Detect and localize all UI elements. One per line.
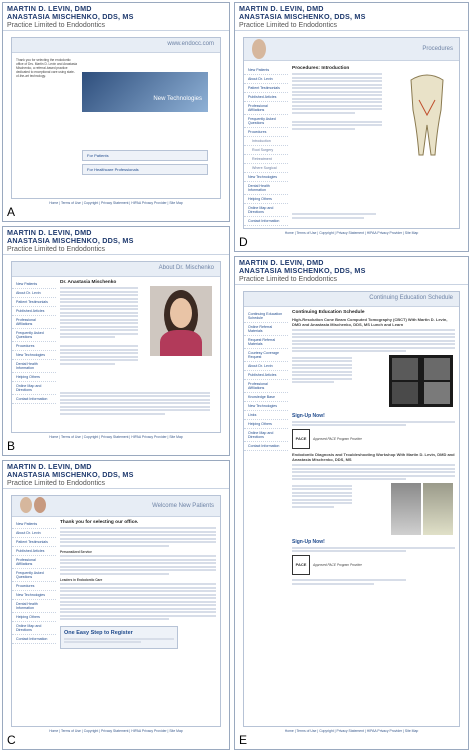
nav-item[interactable]: Helping Others [244, 420, 288, 429]
nav-item[interactable]: Contact Information [244, 217, 288, 226]
site-footer[interactable]: Home | Terms of Use | Copyright | Privacy Statement | HIPAA Privacy Provider | Site Map [49, 201, 183, 205]
nav-item[interactable]: New Technologies [12, 591, 56, 600]
panel-label: B [7, 439, 16, 453]
page-body [243, 37, 460, 229]
nav-item[interactable]: Courtesy Coverage Request [244, 349, 288, 362]
band-title: www.endocc.com [167, 41, 214, 47]
nav-item[interactable]: Online Map and Directions [244, 204, 288, 217]
nav-item[interactable]: Helping Others [244, 195, 288, 204]
sidebar-nav [244, 310, 288, 451]
header-tagline: Practice Limited to Endodontics [239, 276, 338, 283]
site-footer[interactable]: Home | Terms of Use | Copyright | Privacy Statement | HIPAA Privacy Provider | Site Map [284, 729, 419, 733]
header-tagline: Practice Limited to Endodontics [239, 22, 338, 29]
nav-item[interactable]: Professional Affiliations [244, 102, 288, 115]
nav-item[interactable]: Links [244, 411, 288, 420]
sidebar-nav [12, 520, 56, 644]
pace-box [292, 555, 455, 575]
nav-item[interactable]: Helping Others [12, 613, 56, 622]
band-title: Welcome New Patients [152, 503, 214, 509]
nav-item[interactable]: Request Referral Materials [244, 336, 288, 349]
site-header [3, 461, 229, 489]
nav-item[interactable]: About Dr. Levin [244, 75, 288, 84]
for-patients-link[interactable]: For Patients [82, 150, 208, 161]
nav-item-procedures[interactable]: Procedures [244, 128, 288, 137]
band-title: Procedures [422, 46, 453, 52]
nav-item[interactable]: Patient Testimonials [12, 298, 56, 307]
register-title: One Easy Step to Register [64, 630, 133, 636]
header-name-2: ANASTASIA MISCHENKO, DDS, MS [7, 236, 134, 245]
header-name-1: MARTIN D. LEVIN, DMD [239, 4, 324, 13]
nav-item[interactable]: Frequently Asked Questions [12, 569, 56, 582]
header-tagline: Practice Limited to Endodontics [7, 480, 106, 487]
page-heading: Thank you for selecting our office. [60, 520, 139, 525]
panel-label: A [7, 205, 16, 219]
nav-item[interactable]: Professional Affiliations [244, 380, 288, 393]
nav-item[interactable]: New Technologies [244, 402, 288, 411]
tooth-illustration [405, 70, 449, 160]
main-content [60, 280, 216, 428]
nav-item[interactable]: Published Articles [12, 307, 56, 316]
site-header [3, 3, 229, 31]
nav-item[interactable]: About Dr. Levin [12, 529, 56, 538]
page-heading: Dr. Anastasia Mischenko [60, 280, 117, 285]
intro-text: Thank you for selecting the endodontic office of Drs. Martin D. Levin and Anastasia Mischenko, a referral-based practice dedicated to exceptional care using state-of-the-art technology. [16, 58, 78, 78]
header-name-2: ANASTASIA MISCHENKO, DDS, MS [7, 470, 134, 479]
nav-item[interactable]: About Dr. Levin [244, 362, 288, 371]
doctor-photo [252, 39, 266, 59]
nav-item[interactable]: Professional Affiliations [12, 316, 56, 329]
course-title: High-Resolution Cone Beam Computed Tomography (CBCT) With Martin D. Levin, DMD and Anastasia Mischenko, DDS, MS Lunch and Learn [292, 317, 448, 327]
page-heading: Continuing Education Schedule [292, 310, 365, 315]
title-band [244, 38, 459, 61]
band-title: Continuing Education Schedule [369, 295, 453, 301]
main-content [292, 310, 455, 722]
header-name-1: MARTIN D. LEVIN, DMD [7, 4, 92, 13]
image-caption: New Technologies [153, 96, 202, 102]
nav-item[interactable]: Helping Others [12, 373, 56, 382]
title-band [12, 262, 220, 277]
nav-item[interactable]: Published Articles [244, 93, 288, 102]
panel-c [2, 460, 230, 750]
intro-block [16, 58, 78, 78]
cbct-image [389, 355, 453, 407]
nav-item[interactable]: Dental Health Information [244, 182, 288, 195]
panel-label: C [7, 733, 16, 747]
xray-image-2 [423, 483, 453, 535]
nav-item[interactable]: Online Map and Directions [12, 622, 56, 635]
panel-label: E [239, 733, 248, 747]
subnav-item[interactable]: Retreatment [244, 155, 288, 164]
nav-item[interactable]: Patient Testimonials [244, 84, 288, 93]
header-name-1: MARTIN D. LEVIN, DMD [7, 462, 92, 471]
nav-item[interactable]: New Technologies [12, 351, 56, 360]
header-name-1: MARTIN D. LEVIN, DMD [7, 228, 92, 237]
nav-item[interactable]: New Technologies [244, 173, 288, 182]
signup-link[interactable]: Sign-Up Now! [292, 539, 325, 545]
nav-item[interactable]: New Patients [12, 280, 56, 289]
site-footer[interactable]: Home | Terms of Use | Copyright | Privacy Statement | HIPAA Privacy Provider | Site Map [284, 231, 419, 235]
band-title: About Dr. Mischenko [158, 265, 214, 271]
new-technologies-image[interactable] [82, 72, 208, 112]
nav-item[interactable]: Procedures [12, 582, 56, 591]
register-box[interactable] [60, 626, 178, 649]
page-body [11, 495, 221, 727]
nav-item[interactable]: New Patients [244, 66, 288, 75]
subnav-item[interactable]: Introduction [244, 137, 288, 146]
page-body [243, 291, 460, 727]
pace-text: Approved PACE Program Provider [313, 437, 362, 441]
nav-item[interactable]: Professional Affiliations [12, 556, 56, 569]
site-footer[interactable]: Home | Terms of Use | Copyright | Privacy Statement | HIPAA Privacy Provider | Site Map [49, 435, 183, 439]
nav-item[interactable]: Dental Health Information [12, 360, 56, 373]
doctor-portrait [150, 286, 212, 356]
for-healthcare-professionals-link[interactable]: For Healthcare Professionals [82, 164, 208, 175]
doctor-photo-levin [20, 497, 32, 513]
section-heading: Leaders in Endodontic Care [60, 577, 103, 582]
pace-text: Approved PACE Program Provider [313, 563, 362, 567]
nav-item[interactable]: Online Map and Directions [12, 382, 56, 395]
header-name-2: ANASTASIA MISCHENKO, DDS, MS [7, 12, 134, 21]
nav-item[interactable]: About Dr. Levin [12, 289, 56, 298]
header-tagline: Practice Limited to Endodontics [7, 22, 106, 29]
sidebar-nav [244, 66, 288, 226]
header-name-2: ANASTASIA MISCHENKO, DDS, MS [239, 12, 366, 21]
subnav-item[interactable]: Root Surgery [244, 146, 288, 155]
nav-item[interactable]: Knowledge Base [244, 393, 288, 402]
title-band [244, 292, 459, 307]
main-content [60, 520, 216, 722]
signup-link[interactable]: Sign-Up Now! [292, 413, 325, 419]
title-band [12, 496, 220, 517]
sidebar-nav [12, 280, 56, 404]
nav-item[interactable]: Published Articles [12, 547, 56, 556]
panel-a [2, 2, 230, 222]
page-heading: Procedures: Introduction [292, 66, 350, 71]
nav-item[interactable]: Contact Information [12, 395, 56, 404]
nav-item[interactable]: Procedures [12, 342, 56, 351]
pace-logo: PACE [292, 429, 310, 449]
nav-item[interactable]: Frequently Asked Questions [12, 329, 56, 342]
nav-item[interactable]: Online Map and Directions [244, 429, 288, 442]
nav-item[interactable]: Published Articles [244, 371, 288, 380]
nav-item[interactable]: Contact Information [244, 442, 288, 451]
nav-item[interactable]: Continuing Education Schedule [244, 310, 288, 323]
main-content [292, 66, 455, 224]
doctor-photo-mischenko [34, 497, 46, 513]
site-header [3, 227, 229, 255]
panel-label: D [239, 235, 248, 249]
nav-item[interactable]: Dental Health Information [12, 600, 56, 613]
section-heading: Personalized Service [60, 549, 92, 554]
pace-logo: PACE [292, 555, 310, 575]
page-body [11, 261, 221, 433]
panel-d [234, 2, 469, 252]
pace-box [292, 429, 455, 449]
panel-b [2, 226, 230, 456]
course-title: Endodontic Diagnosis and Troubleshooting Workshop With Martin D. Levin, DMD and Anastasia Mischenko, DDS, MS [292, 452, 455, 462]
panel-e [234, 256, 469, 750]
header-tagline: Practice Limited to Endodontics [7, 246, 106, 253]
title-band [12, 38, 220, 53]
xray-image-1 [391, 483, 421, 535]
nav-item[interactable]: New Patients [12, 520, 56, 529]
nav-item[interactable]: Contact Information [12, 635, 56, 644]
subnav-item[interactable]: Where Surgical [244, 164, 288, 173]
site-header [235, 257, 468, 285]
header-name-1: MARTIN D. LEVIN, DMD [239, 258, 324, 267]
header-name-2: ANASTASIA MISCHENKO, DDS, MS [239, 266, 366, 275]
site-header [235, 3, 468, 31]
page-body [11, 37, 221, 199]
site-footer[interactable]: Home | Terms of Use | Copyright | Privacy Statement | HIPAA Privacy Provider | Site Map [49, 729, 183, 733]
nav-item[interactable]: Online Referral Materials [244, 323, 288, 336]
nav-item[interactable]: Patient Testimonials [12, 538, 56, 547]
nav-item[interactable]: Frequently Asked Questions [244, 115, 288, 128]
